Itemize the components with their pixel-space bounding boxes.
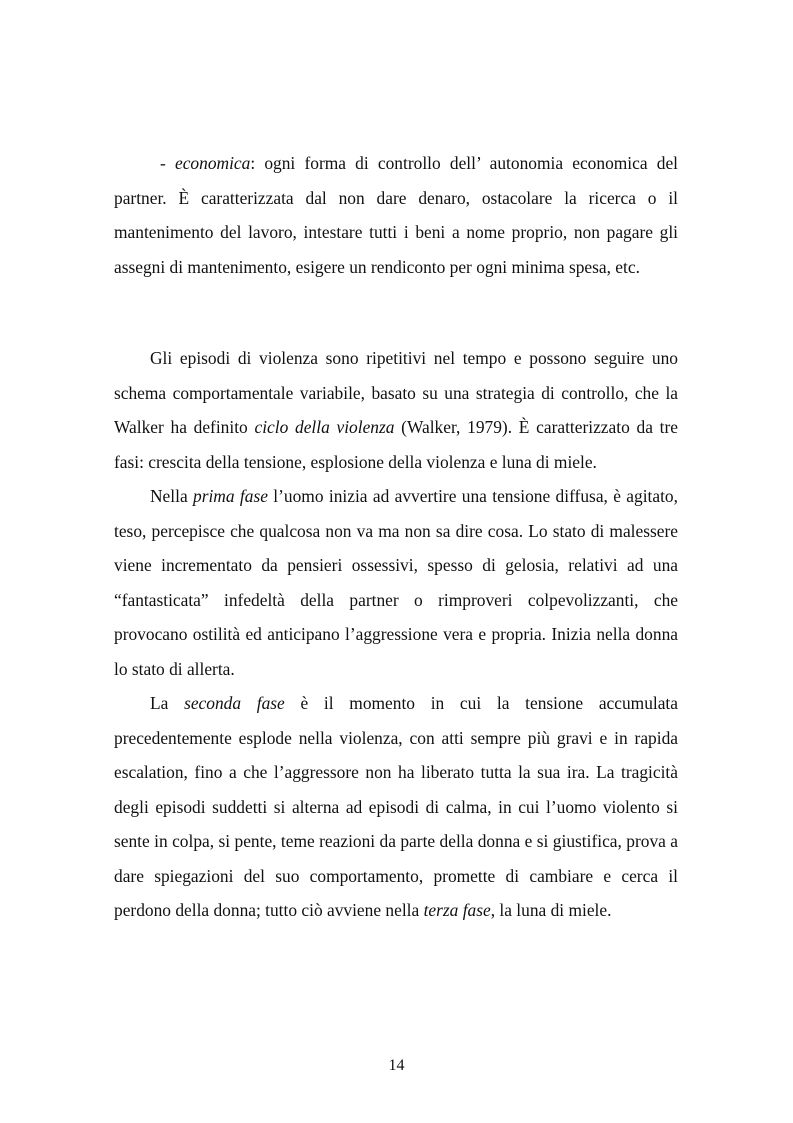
dash-text: - [160,153,175,173]
term-seconda-fase: seconda fase [184,693,285,713]
terza-fase-text: , la luna di miele. [490,900,612,920]
term-prima-fase: prima fase [193,486,268,506]
paragraph-seconda-fase [114,686,678,928]
ciclo-rest-text: (Walker, 1979). È caratterizzato da tre fasi: crescita della tensione, esplosione della violenza e luna di miele. [114,417,678,472]
paragraph-prima-fase [114,479,678,686]
ciclo-intro-text: Gli episodi di violenza sono ripetitivi nel tempo e possono seguire uno schema comportamentale variabile, basato su una strategia di controllo, che la Walker ha definito [114,348,678,437]
seconda-fase-intro: La [150,693,185,713]
term-ciclo-della-violenza: ciclo della violenza [254,417,395,437]
text-block-violence-cycle [114,341,678,928]
page-number: 14 [388,1057,405,1074]
term-terza-fase: terza fase [423,900,491,920]
prima-fase-text: l’uomo inizia ad avvertire una tensione diffusa, è agitato, teso, percepisce che qualcosa non va ma non sa dire cosa. Lo stato di malessere viene incrementato da pensieri ossessivi, spesso di gelosia, relativi ad una “fantasticata” infedeltà della partner o rimproveri colpevolizzanti, che provocano ostilità ed anticipano l’aggressione vera e propria. Inizia nella donna lo stato di allerta. [114,486,678,679]
term-economica: economica [174,153,251,173]
paragraph-ciclo-violenza [114,341,678,479]
economica-description: : ogni forma di controllo dell’ autonomia economica del partner. È caratterizzata dal non dare denaro, ostacolare la ricerca o il mantenimento del lavoro, intestare tutti i beni a nome proprio, non pagare gli assegni di mantenimento, esigere un rendiconto per ogni minima spesa, etc. [114,153,678,277]
seconda-fase-text: è il momento in cui la tensione accumulata precedentemente esplode nella violenza, con atti sempre più gravi e in rapida escalation, fino a che l’aggressore non ha liberato tutta la sua ira. La tragicità degli episodi suddetti si alterna ad episodi di calma, in cui l’uomo violento si sente in colpa, si pente, teme reazioni da parte della donna e si giustifica, prova a dare spiegazioni del suo comportamento, promette di cambiare e cerca il perdono della donna; tutto ciò avviene nella [114,693,678,920]
paragraph-economica [114,146,678,284]
prima-fase-intro: Nella [150,486,194,506]
text-block-economic-abuse [114,146,678,284]
